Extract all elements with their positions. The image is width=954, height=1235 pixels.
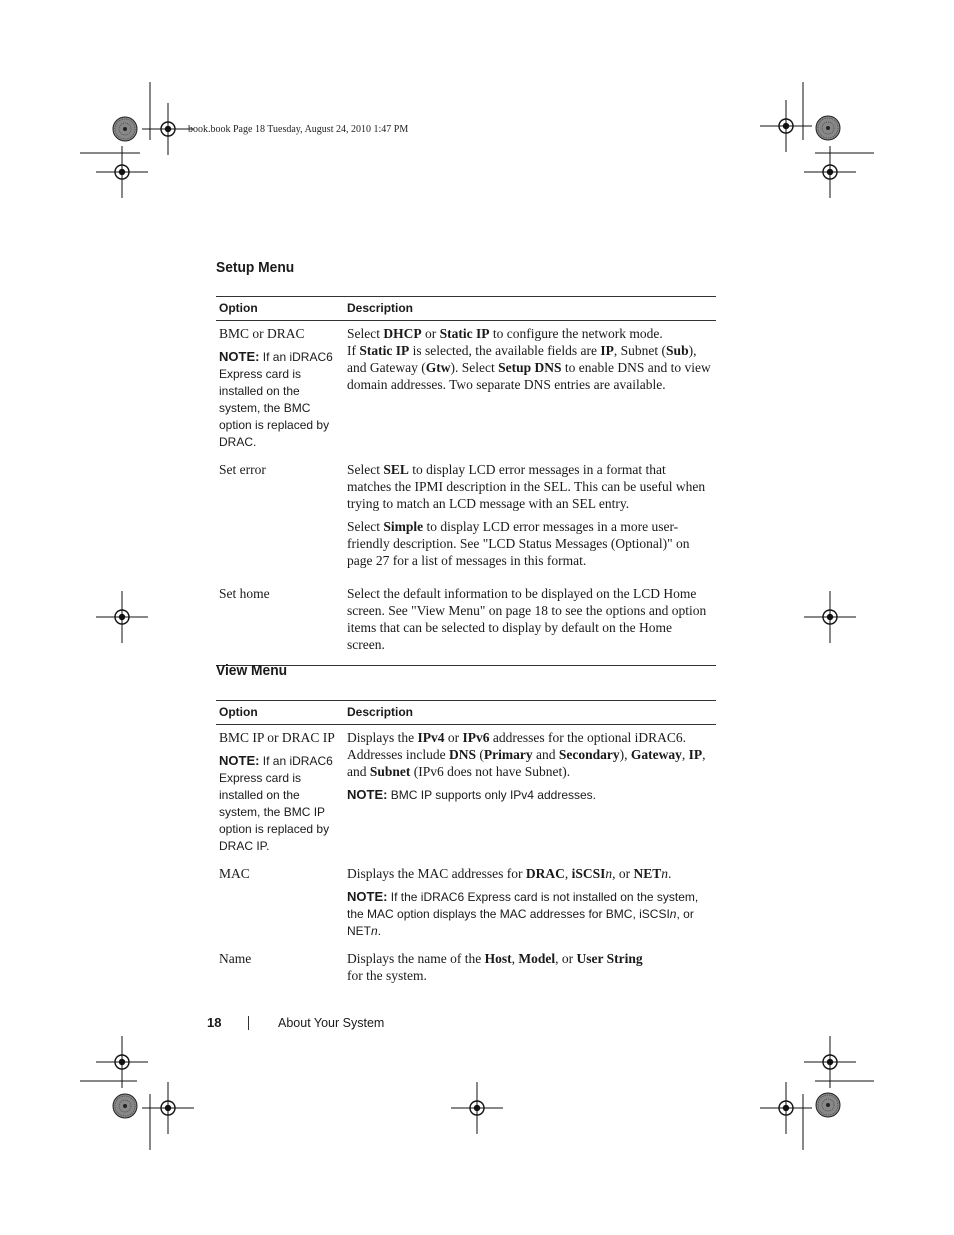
option-note: NOTE: If an iDRAC6 Express card is installed on the system, the BMC option is replaced by DRAC.: [219, 349, 333, 449]
table-row: [216, 946, 716, 996]
description-text: Select the default information to be displayed on the LCD Home screen. See "View Menu" on page 18 to see the options and option items that can be selected to display by default on the Home screen.: [347, 586, 707, 652]
setup-menu-heading: Setup Menu: [216, 259, 295, 276]
footer-section-title: About Your System: [278, 1016, 385, 1030]
setup-menu-table: [216, 296, 716, 666]
column-header-description: Description: [347, 297, 716, 321]
option-name: Set home: [219, 586, 270, 601]
description-text: Select SEL to display LCD error messages in a format that matches the IPMI description in the SEL. This can be useful when trying to match an LCD message with an SEL entry.: [347, 462, 706, 511]
description-note: NOTE: BMC IP supports only IPv4 addresses.: [347, 787, 596, 802]
option-name: Set error: [219, 462, 266, 477]
table-header-row: [216, 701, 716, 725]
description-text: Displays the MAC addresses for DRAC, iSCSIn, or NETn.: [347, 866, 672, 881]
description-text: Select Simple to display LCD error messages in a more user-friendly description. See "LCD Status Messages (Optional)" on page 27 for a list of messages in this format.: [347, 519, 690, 568]
option-name: BMC or DRAC: [219, 326, 305, 341]
page-number: 18: [207, 1015, 222, 1030]
option-name: BMC IP or DRAC IP: [219, 730, 335, 745]
footer-divider: [248, 1016, 249, 1030]
description-text: Select DHCP or Static IP to configure the network mode. If Static IP is selected, the available fields are IP, Subnet (Sub), and Gateway (Gtw). Select Setup DNS to enable DNS and to view domain addresses. Two separate DNS entries are available.: [347, 326, 711, 392]
description-note: NOTE: If the iDRAC6 Express card is not installed on the system, the MAC option displays the MAC addresses for BMC, iSCSIn, or NETn.: [347, 889, 699, 938]
table-row: [216, 321, 716, 458]
description-text: Displays the IPv4 or IPv6 addresses for the optional iDRAC6. Addresses include DNS (Primary and Secondary), Gateway, IP, and Subnet (IPv6 does not have Subnet).: [347, 730, 706, 779]
print-header: book.book Page 18 Tuesday, August 24, 2010 1:47 PM: [188, 124, 409, 135]
option-note: NOTE: If an iDRAC6 Express card is installed on the system, the BMC IP option is replaced by DRAC IP.: [219, 753, 333, 853]
option-name: Name: [219, 951, 252, 966]
column-header-option: Option: [216, 297, 347, 321]
table-row: [216, 457, 716, 581]
option-name: MAC: [219, 866, 250, 881]
column-header-option: Option: [216, 701, 347, 725]
table-row: [216, 725, 716, 862]
table-row: [216, 861, 716, 946]
view-menu-heading: View Menu: [216, 662, 288, 679]
description-text: Displays the name of the Host, Model, or User String for the system.: [347, 951, 643, 983]
table-row: [216, 581, 716, 666]
view-menu-table: [216, 700, 716, 996]
table-header-row: [216, 297, 716, 321]
column-header-description: Description: [347, 701, 716, 725]
